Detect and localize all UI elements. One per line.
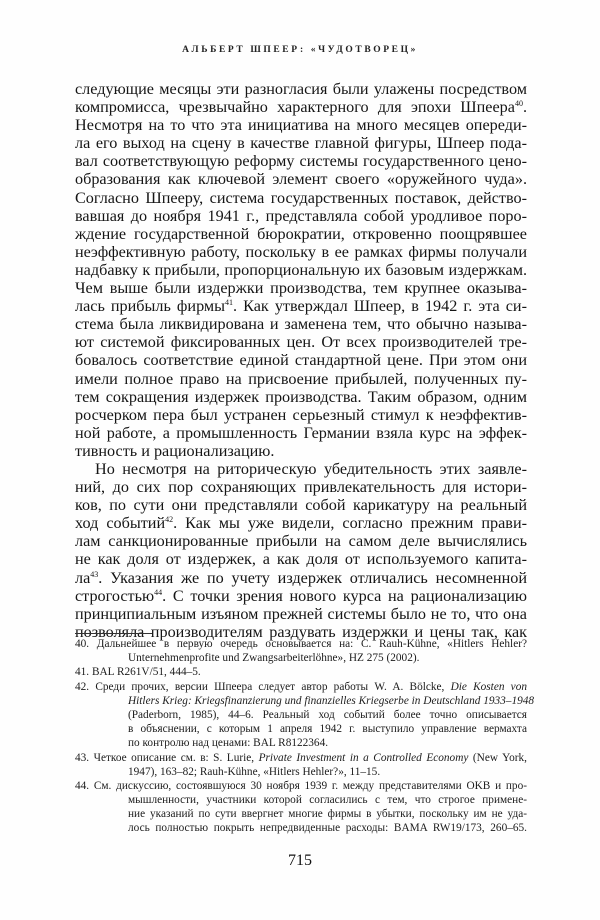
footnote-line: 1947), 163–82; Rauh-Kühne, «Hitlers Hehler?», 11–15. xyxy=(128,765,381,778)
body-line xyxy=(75,297,527,315)
body-line xyxy=(75,225,527,243)
body-line-text: лам санкционированные прибыли на самом деле вычислялись xyxy=(75,532,527,551)
footnote-line: в объяснении, с которым 1 апреля 1942 г. выступило управление вермахта xyxy=(128,723,527,736)
body-line-text: Чем выше были издержки производства, тем крупнее оказыва- xyxy=(75,279,527,298)
body-text xyxy=(75,80,527,641)
body-line-text: . Указания же по учету издержек отличались несомненной xyxy=(98,568,527,587)
body-line xyxy=(75,80,527,98)
body-line xyxy=(75,243,527,261)
body-line xyxy=(75,189,527,207)
body-line-text: стема была ликвидирована и заменена тем, что обычно называ- xyxy=(75,315,527,334)
body-line-text: тивность и рационализацию. xyxy=(75,441,275,460)
body-line xyxy=(75,170,527,188)
body-line-text: ла его выход на сцену в качестве главной фигуры, Шпеер пода- xyxy=(75,134,527,153)
footnote-41 xyxy=(75,665,527,679)
italic-title: Die Kosten von xyxy=(450,680,527,693)
footnote-ref[interactable]: 41 xyxy=(225,298,234,308)
body-line xyxy=(75,587,527,605)
body-line-text: надбавку к прибыли, пропорциональную их базовым издержкам. xyxy=(75,260,527,279)
body-line-text: тем сокращения издержек производства. Таким образом, одним xyxy=(75,387,527,406)
body-line xyxy=(75,351,527,369)
footnote-line: 42. Среди прочих, версии Шпеера следует автор работы W. A. Bölcke, Die Kosten von xyxy=(75,680,527,693)
footnote-ref[interactable]: 40 xyxy=(514,99,523,109)
body-line-text: неэффективную работу, поскольку в ее рамках фирмы получали xyxy=(75,242,527,261)
footnote-line: лось полностью покрыть непредвиденные расходы: BAMA RW19/173, 260–65. xyxy=(128,822,527,835)
footnote-line: по контролю над ценами: BAL R8122364. xyxy=(128,737,329,750)
body-line xyxy=(75,424,527,442)
body-line xyxy=(75,532,527,550)
body-line-text: ной работе, а промышленность Германии взяла курс на эффек- xyxy=(75,423,527,442)
body-line-text: росчерком пера был устранен серьезный стимул к неэффектив- xyxy=(75,405,527,424)
body-line-text: . Как мы уже видели, согласно прежним прави- xyxy=(173,514,527,533)
body-line-text: компромисса, чрезвычайно характерного для эпохи Шпеера xyxy=(75,98,515,117)
body-line-text: вавшая до ноября 1941 г., представляла собой уродливое поро- xyxy=(75,206,527,225)
footnote-line: 41. BAL R261V/51, 444–5. xyxy=(75,666,201,679)
footnote-ref[interactable]: 42 xyxy=(165,515,174,525)
body-line xyxy=(75,116,527,134)
body-line-text: . xyxy=(522,98,527,117)
italic-title: Hitlers Krieg: Kriegsfinanzierung und finanzielles Kriegserbe in Deutschland 1933–1948 xyxy=(128,694,535,707)
running-head: АЛЬБЕРТ ШПЕЕР: «ЧУДОТВОРЕЦ» xyxy=(182,45,418,55)
body-line xyxy=(75,207,527,225)
body-line-text: ний, до сих пор сохраняющих привлекательность для истори- xyxy=(75,478,527,497)
footnote-line: ние указаний по сути ввергнет многие фирмы в убытки, поскольку им не уда- xyxy=(128,808,527,821)
body-line-text: принципиальным изъяном прежней системы было не то, что она xyxy=(75,604,527,623)
body-line-text: лась прибыль фирмы xyxy=(75,297,226,316)
footnote-line: мышленности, участники которой согласились с тем, что строгое примене- xyxy=(128,794,527,807)
body-line xyxy=(75,605,527,623)
body-line xyxy=(75,261,527,279)
footnote-ref[interactable]: 43 xyxy=(90,569,99,579)
footnote-line: Unternehmenprofite und Zwangsarbeiterlöhne», HZ 275 (2002). xyxy=(128,652,420,665)
footnote-divider xyxy=(75,633,152,634)
body-line-text: имели полное право на присвоение прибылей, полученных пу- xyxy=(75,369,527,388)
body-line xyxy=(75,478,527,496)
body-line-text: ждение государственной бюрократии, откровенно поощрявшее xyxy=(75,224,527,243)
body-line xyxy=(75,569,527,587)
body-line-text: образования как ключевой элемент своего «оружейного чуда». xyxy=(75,170,527,189)
body-line xyxy=(75,442,527,460)
footnote-ref[interactable]: 44 xyxy=(154,587,163,597)
body-line-text: вал соответствующую реформу системы государственного цено- xyxy=(75,152,527,171)
body-line xyxy=(75,460,527,478)
body-line-text: строгостью xyxy=(75,586,155,605)
footnote-line: 40. Дальнейшее в первую очередь основывается на: C. Rauh-Kühne, «Hitlers Hehler? xyxy=(75,638,527,650)
body-line-text: следующие месяцы эти разногласия были улажены посредством xyxy=(75,80,527,98)
body-line-text: ла xyxy=(75,568,91,587)
page-number: 715 xyxy=(288,852,312,869)
footnote-line: (Paderborn, 1985), 44–6. Реальный ход событий более точно описывается xyxy=(128,708,527,721)
footnote-44 xyxy=(75,779,527,836)
body-line-text: ков, по сути они представляли собой карикатуру на реальный xyxy=(75,496,527,515)
footnote-42 xyxy=(75,680,535,751)
body-line xyxy=(75,134,527,152)
body-line-text: ют системой фиксированных цен. От всех производителей тре- xyxy=(75,333,527,352)
body-line xyxy=(75,279,527,297)
body-line xyxy=(75,550,527,568)
body-line-text: Несмотря на то что эта инициатива на много месяцев опереди- xyxy=(75,116,527,135)
footnote-line: 44. См. дискуссию, состоявшуюся 30 ноября 1939 г. между представителями OKB и про- xyxy=(75,779,527,792)
footnotes xyxy=(75,637,535,836)
body-line xyxy=(75,496,527,514)
body-line xyxy=(75,98,527,116)
body-line-text: не как доля от издержек, а как доля от используемого капита- xyxy=(75,550,527,569)
body-line-text: ход событий xyxy=(75,514,166,533)
footnote-line xyxy=(75,694,535,708)
body-line xyxy=(75,406,527,424)
body-line xyxy=(75,315,527,333)
body-line-text: бовалось соответствие единой стандартной цене. При этом они xyxy=(75,351,527,370)
footnote-40 xyxy=(75,637,527,665)
body-line xyxy=(75,370,527,388)
body-line-text: Но несмотря на риторическую убедительность этих заявле- xyxy=(95,459,527,478)
body-line xyxy=(75,388,527,406)
italic-title: Private Investment in a Controlled Economy xyxy=(258,751,469,764)
body-line xyxy=(75,152,527,170)
body-line xyxy=(75,514,527,532)
body-line-text: Согласно Шпееру, система государственных поставок, действо- xyxy=(75,188,527,207)
body-line-text: . С точки зрения нового курса на рационализацию xyxy=(162,586,527,605)
footnote-line: 43. Четкое описание см. в: S. Lurie, Private Investment in a Controlled Economy (New York, xyxy=(75,751,528,764)
footnote-43 xyxy=(75,751,527,779)
body-line xyxy=(75,333,527,351)
body-line-text: . Как утверждал Шпеер, в 1942 г. эта си- xyxy=(233,297,527,316)
body-line-text: позволяла производителям раздувать издержки и цены так, как xyxy=(75,622,527,641)
